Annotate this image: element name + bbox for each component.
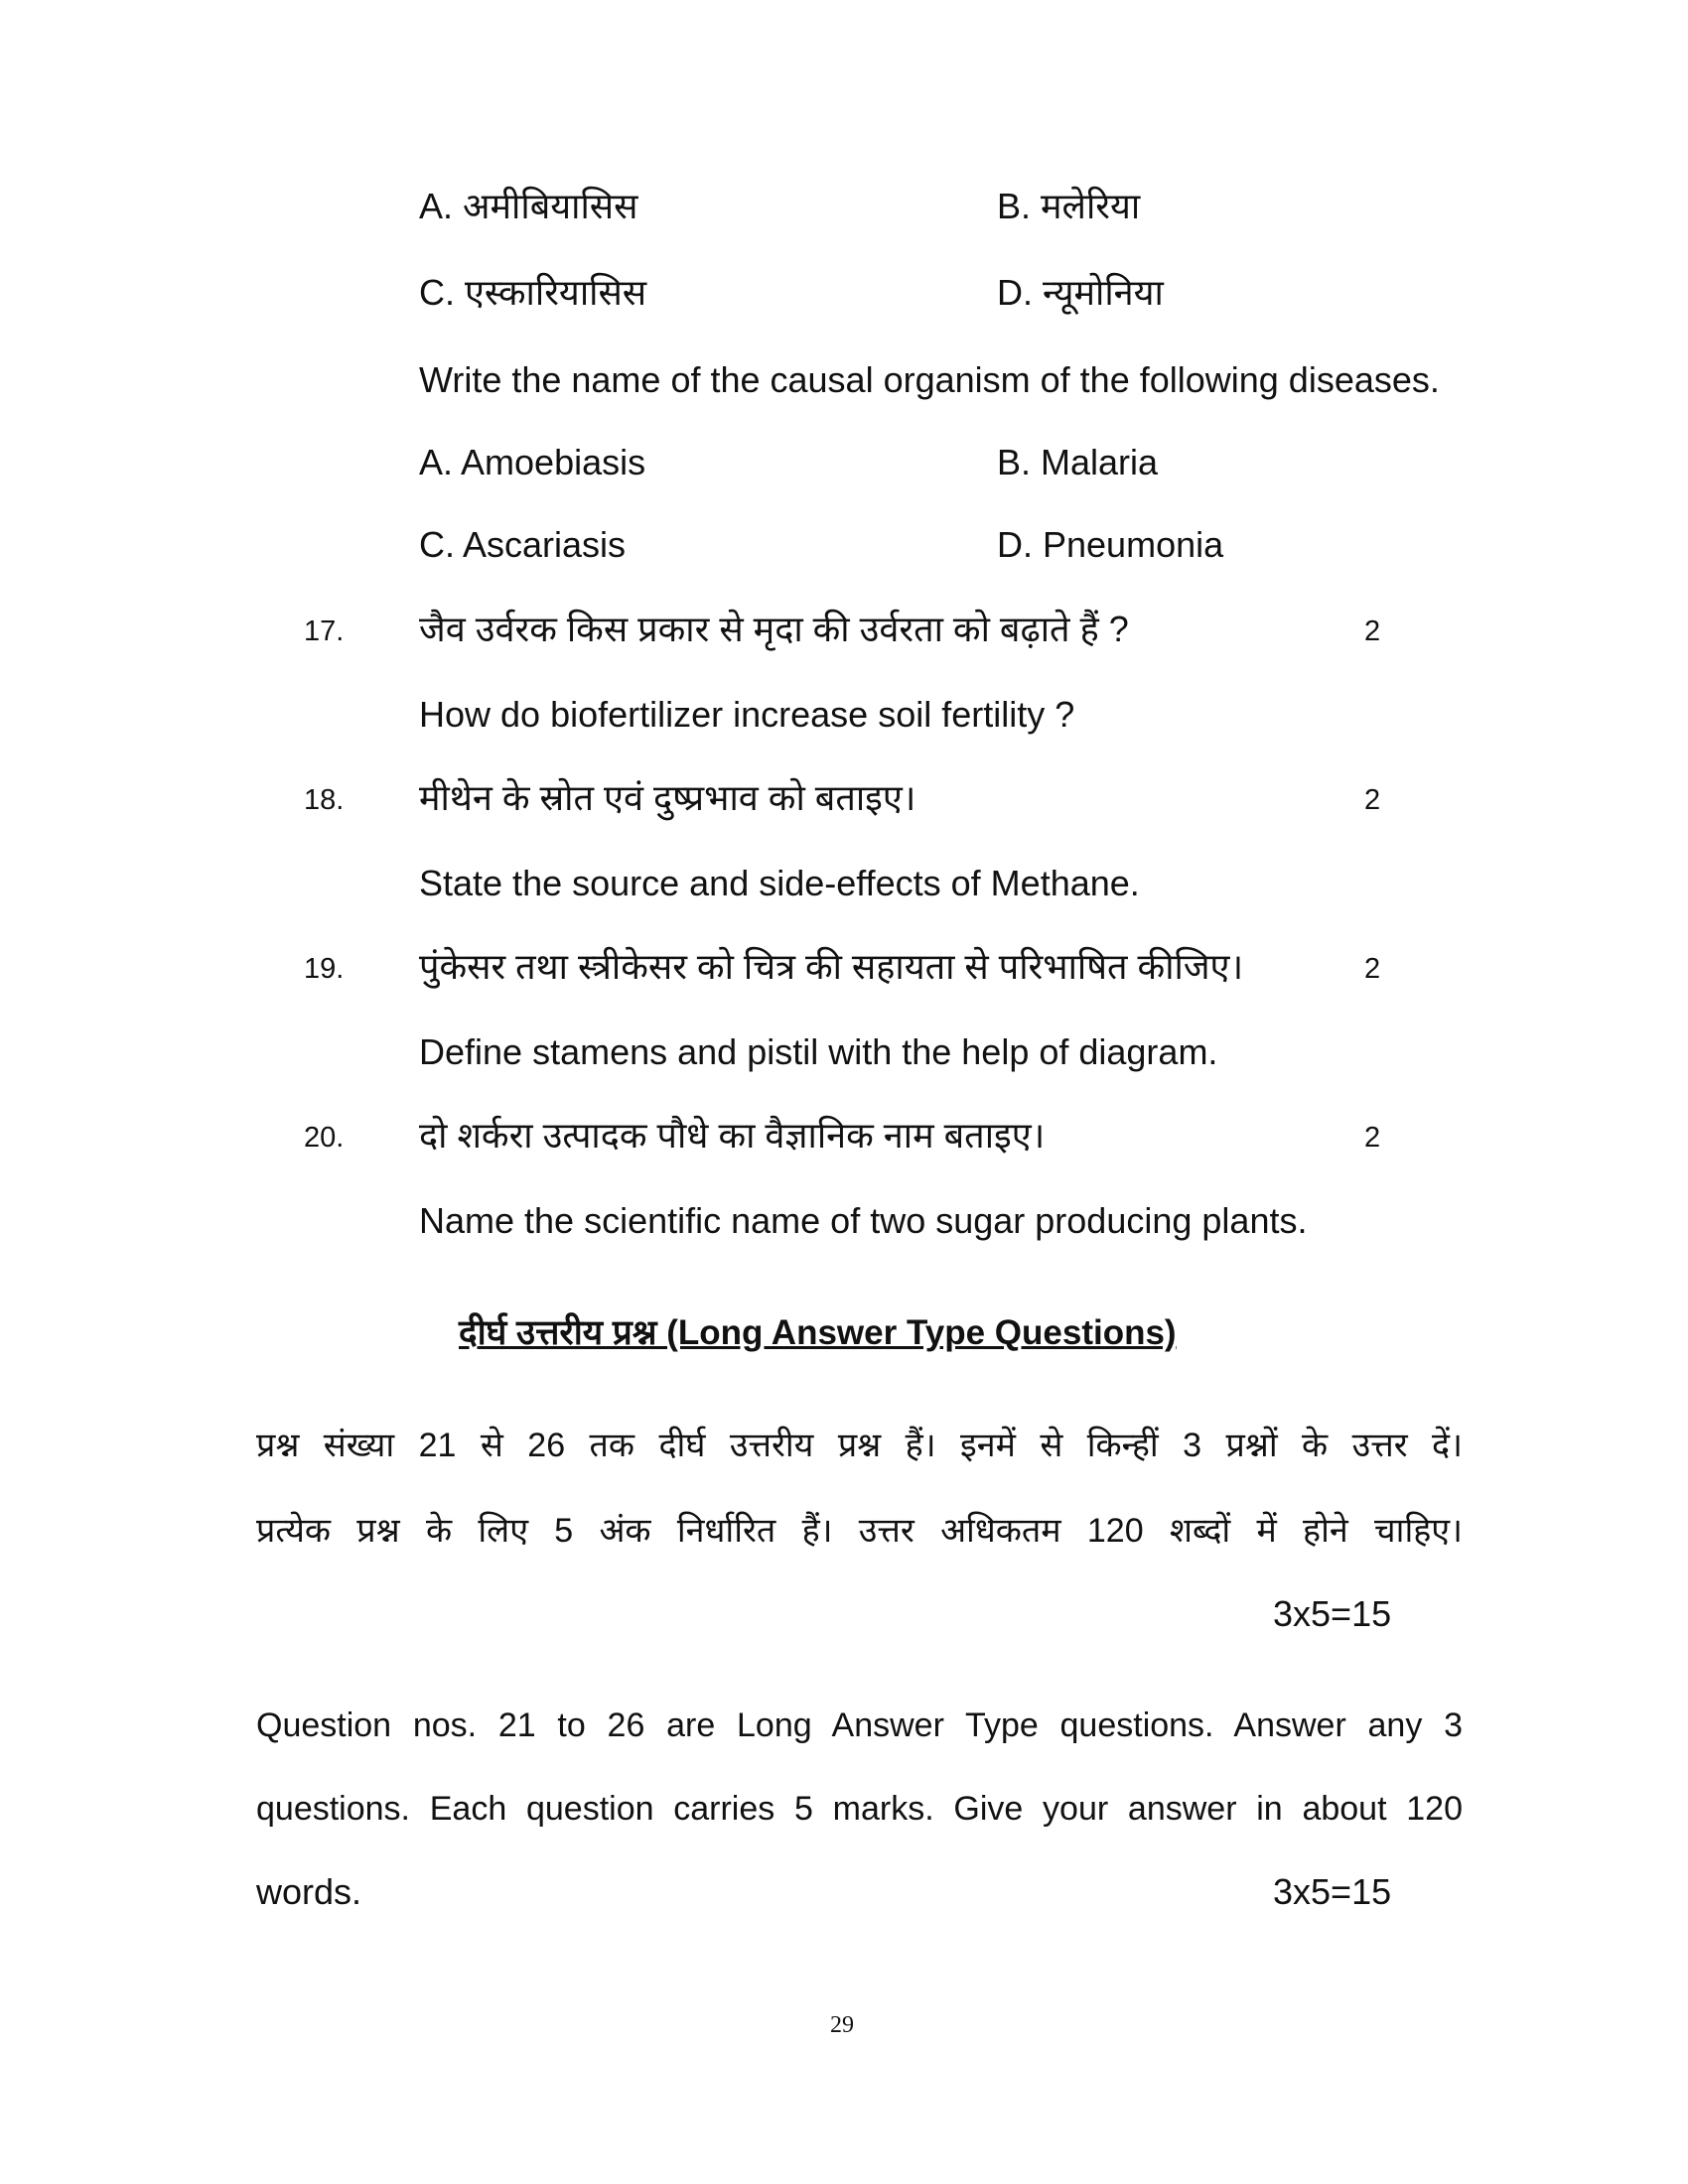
question-hindi: दो शर्करा उत्पादक पौधे का वैज्ञानिक नाम बताइए। (419, 1115, 1046, 1156)
option-hindi-d: D. न्यूमोनिया (997, 272, 1164, 313)
instructions-hindi-line-1: प्रश्न संख्या 21 से 26 तक दीर्घ उत्तरीय प्रश्न हैं। इनमें से किन्हीं 3 प्रश्नों के उत्तर दें। (256, 1427, 1463, 1464)
option-hindi-c: C. एस्कारियासिस (419, 272, 647, 313)
question-hindi: जैव उर्वरक किस प्रकार से मृदा की उर्वरता को बढ़ाते हैं ? (419, 609, 1129, 649)
instructions-english-marks: 3x5=15 (1273, 1871, 1392, 1912)
question-hindi: पुंकेसर तथा स्त्रीकेसर को चित्र की सहायता से परिभाषित कीजिए। (419, 946, 1244, 987)
question-english: State the source and side-effects of Methane. (419, 863, 1140, 903)
instructions-english-line-1: Question nos. 21 to 26 are Long Answer Type questions. Answer any 3 (256, 1706, 1463, 1744)
section-heading: दीर्घ उत्तरीय प्रश्न (Long Answer Type Questions) (459, 1313, 1177, 1352)
question-marks: 2 (1364, 1122, 1381, 1154)
question-number: 18. (304, 784, 345, 816)
question-number: 17. (304, 615, 345, 647)
question-marks: 2 (1364, 784, 1381, 816)
option-hindi-b: B. मलेरिया (997, 186, 1141, 226)
instructions-english-line-2: questions. Each question carries 5 marks. Give your answer in about 120 (256, 1790, 1463, 1828)
question-english: How do biofertilizer increase soil fertility ? (419, 694, 1075, 735)
option-english-a: A. Amoebiasis (419, 442, 646, 482)
instructions-hindi-marks: 3x5=15 (1273, 1593, 1392, 1634)
question-number: 19. (304, 953, 345, 985)
option-english-c: C. Ascariasis (419, 524, 627, 565)
option-english-b: B. Malaria (997, 442, 1159, 482)
option-english-d: D. Pneumonia (997, 524, 1224, 565)
question-hindi: मीथेन के स्रोत एवं दुष्प्रभाव को बताइए। (419, 777, 916, 818)
instructions-english-line-3: words. (256, 1871, 362, 1912)
question-number: 20. (304, 1122, 345, 1154)
question-marks: 2 (1364, 953, 1381, 985)
question-16-english: Write the name of the causal organism of the following diseases. (419, 359, 1440, 400)
instructions-hindi-line-2: प्रत्येक प्रश्न के लिए 5 अंक निर्धारित हैं। उत्तर अधिकतम 120 शब्दों में होने चाहिए। (256, 1512, 1463, 1550)
option-hindi-a: A. अमीबियासिस (419, 186, 638, 226)
question-marks: 2 (1364, 615, 1381, 647)
question-english: Name the scientific name of two sugar producing plants. (419, 1200, 1308, 1241)
question-english: Define stamens and pistil with the help of diagram. (419, 1031, 1218, 1072)
page-number: 29 (830, 2012, 854, 2038)
